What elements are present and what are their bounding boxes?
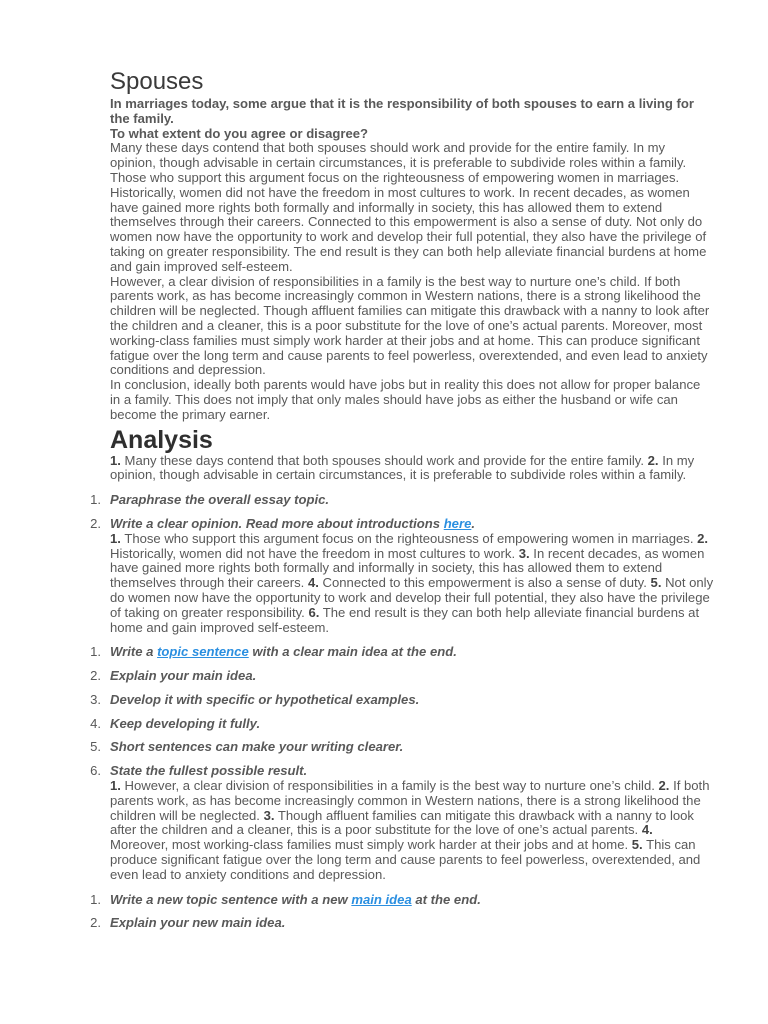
sentence-number: 2. bbox=[697, 530, 709, 546]
sentence-number: 1. bbox=[110, 530, 121, 546]
list-item bbox=[90, 891, 714, 908]
sentence-text: In my opinion, though advisable in certain circumstances, it is preferable to subdivide roles within a family. bbox=[110, 452, 695, 483]
step-text-pre: Write a bbox=[110, 644, 158, 660]
sentence-number: 3. bbox=[263, 807, 275, 823]
step-text-pre: Write a clear opinion. Read more about introductions bbox=[110, 515, 444, 531]
list-item bbox=[90, 915, 714, 931]
sentence-text: Those who support this argument focus on the righteousness of empowering women in marriages. bbox=[120, 530, 698, 546]
list-item bbox=[90, 492, 714, 508]
page-title: Spouses bbox=[110, 68, 204, 95]
main-idea-link[interactable]: main idea bbox=[351, 891, 412, 907]
list-item bbox=[90, 691, 714, 708]
list-marker: 1. bbox=[90, 891, 101, 907]
sentence-text: This can produce significant fatigue over the long term and cause parents to feel powerless, overextended, and even lead to anxiety conditions and depression. bbox=[110, 837, 701, 882]
list-marker: 5. bbox=[90, 739, 101, 755]
sentence-number: 5. bbox=[650, 575, 662, 591]
sentence-number: 1. bbox=[110, 452, 121, 468]
step-text: Explain your main idea. bbox=[110, 668, 257, 684]
essay-body-2: However, a clear division of responsibilities in a family is the best way to nurture one’s child. If both parents work, as has become increasingly common in Western nations, there is a strong likelihood the children will be neglected. Though affluent families can mitigate this drawback with a nanny to look after the children and a cleaner, this is a poor substitute for the love of one’s actual parents. Moreover, most working-class families must simply work harder at their jobs and at home. This can produce significant fatigue over the long term and cause parents to feel powerless, overextended, and even lead to anxiety conditions and depression. bbox=[110, 273, 710, 378]
analysis-intro-steps bbox=[90, 492, 714, 635]
sentence-number: 4. bbox=[641, 822, 653, 838]
sentence-text: However, a clear division of responsibilities in a family is the best way to nurture one’s child. bbox=[120, 778, 659, 794]
analysis-body-2-steps bbox=[90, 891, 714, 932]
sentence-number: 1. bbox=[110, 778, 121, 794]
step-text: State the fullest possible result. bbox=[110, 763, 308, 779]
prompt-line-2: To what extent do you agree or disagree? bbox=[110, 125, 369, 141]
topic-sentence-link[interactable]: topic sentence bbox=[157, 644, 249, 660]
sentence-text: Not only do women now have the opportunity to work and develop their full potential, they also have the privilege of taking on greater responsibility. bbox=[110, 575, 714, 620]
step-text: Keep developing it fully. bbox=[110, 715, 261, 731]
step-text: Explain your new main idea. bbox=[110, 915, 286, 931]
list-marker: 3. bbox=[90, 691, 101, 707]
essay-intro: Many these days contend that both spouses should work and provide for the entire family. In my opinion, though advisable in certain circumstances, it is preferable to subdivide roles within a family. bbox=[110, 140, 687, 171]
list-item bbox=[90, 515, 714, 635]
step-text bbox=[110, 892, 481, 907]
essay-body-1: Those who support this argument focus on the righteousness of empowering women in marriages. Historically, women did not have the freedom in most cultures to work. In recent decades, as women have gained more rights both formally and informally in society, this has allowed them to extend themselves through their careers. Connected to this empowerment is also a sense of duty. Not only do women now have the opportunity to work and develop their full potential, they also have the privilege of taking on greater responsibility. The end result is they can both help alleviate financial burdens at home and gain improved self-esteem. bbox=[110, 169, 707, 274]
analysis-intro-text bbox=[110, 454, 714, 484]
sentence-text: Connected to this empowerment is also a sense of duty. bbox=[318, 575, 651, 591]
list-item bbox=[90, 763, 714, 882]
list-marker: 1. bbox=[90, 492, 101, 508]
step-text-post: . bbox=[471, 515, 475, 531]
step-text bbox=[110, 516, 475, 531]
list-marker: 2. bbox=[90, 515, 101, 531]
analysis-heading: Analysis bbox=[110, 425, 213, 454]
essay-conclusion: In conclusion, ideally both parents would have jobs but in reality this does not allow for proper balance in a family. This does not imply that only males should have jobs as either the husband or wife can become the primary earner. bbox=[110, 377, 701, 422]
sentence-text: Historically, women did not have the freedom in most cultures to work. bbox=[110, 545, 519, 561]
list-item bbox=[90, 739, 714, 755]
sentence-text: Though affluent families can mitigate this drawback with a nanny to look after the children and a cleaner, this is a poor substitute for the love of one’s actual parents. bbox=[110, 807, 694, 838]
step-text: Short sentences can make your writing clearer. bbox=[110, 739, 404, 755]
analysis-body-1-steps bbox=[90, 644, 714, 882]
sentence-number: 3. bbox=[518, 545, 530, 561]
sentence-number: 2. bbox=[647, 452, 659, 468]
sentence-number: 5. bbox=[631, 837, 643, 853]
list-item bbox=[90, 668, 714, 684]
analysis-body-2-text bbox=[110, 779, 714, 883]
list-marker: 2. bbox=[90, 915, 101, 931]
list-item bbox=[90, 644, 714, 660]
step-text-post: with a clear main idea at the end. bbox=[248, 644, 457, 660]
introductions-link[interactable]: here bbox=[443, 515, 472, 531]
list-marker: 4. bbox=[90, 715, 101, 731]
step-text bbox=[110, 644, 457, 659]
list-marker: 6. bbox=[90, 763, 101, 779]
sentence-text: In recent decades, as women have gained more rights both formally and informally in society, this has allowed them to extend themselves through their careers. bbox=[110, 545, 705, 591]
list-marker: 2. bbox=[90, 668, 101, 684]
sentence-text: If both parents work, as has become increasingly common in Western nations, there is a strong likelihood the children will be neglected. bbox=[110, 778, 710, 823]
sentence-number: 4. bbox=[307, 575, 319, 591]
sentence-text: The end result is they can both help alleviate financial burdens at home and gain improved self-esteem. bbox=[110, 604, 700, 635]
step-text: Develop it with specific or hypothetical examples. bbox=[110, 691, 420, 707]
sentence-number: 2. bbox=[658, 778, 670, 794]
sentence-text: Many these days contend that both spouses should work and provide for the entire family. bbox=[120, 452, 648, 468]
step-text: Paraphrase the overall essay topic. bbox=[110, 492, 330, 508]
analysis-body-1-text bbox=[110, 532, 714, 636]
list-marker: 1. bbox=[90, 644, 101, 660]
prompt-line-1: In marriages today, some argue that it is the responsibility of both spouses to earn a living for the family. bbox=[110, 96, 694, 126]
step-text-pre: Write a new topic sentence with a new bbox=[110, 891, 352, 907]
sentence-number: 6. bbox=[308, 604, 320, 620]
list-item bbox=[90, 715, 714, 732]
step-text-post: at the end. bbox=[411, 891, 481, 907]
sentence-text: Moreover, most working-class families must simply work harder at their jobs and at home. bbox=[110, 837, 632, 853]
